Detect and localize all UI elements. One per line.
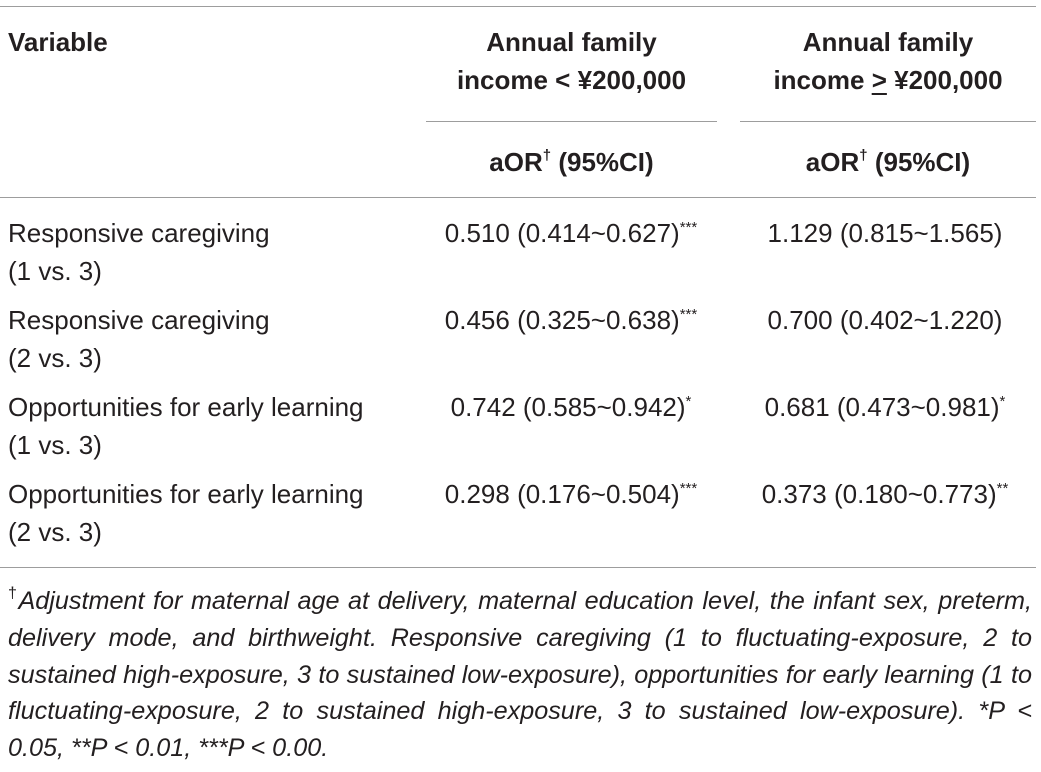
table-footnote [8, 583, 1032, 767]
row-3-col1: 0.742 (0.585~0.942)* [450, 392, 692, 422]
row-3-variable: Opportunities for early learning (1 vs. 3) [8, 392, 364, 460]
footnote-text: Adjustment for maternal age at delivery, maternal education level, the infant sex, preterm, delivery mode, and birthweight. Responsive caregiving (1 to fluctuating-exposure, 2 to sustained high-exposure, 3 to sustained low-exposure), opportunities for early learning (1 to fluctuating-exposure, 2 to sustained high-exposure, 3 to sustained low-exposure). *P < 0.05, **P < 0.01, ***P < 0.00. [8, 587, 1032, 763]
row-2-col1: 0.456 (0.325~0.638)*** [444, 305, 698, 335]
col2-header-line1: Annual family [802, 27, 974, 57]
col1-header-rule [426, 121, 717, 122]
col2-header-line2: income > ¥200,000 [773, 65, 1003, 95]
col2-header [740, 23, 1036, 99]
header-bottom-rule [0, 197, 1036, 198]
col1-header [426, 23, 717, 99]
row-2-variable: Responsive caregiving (2 vs. 3) [8, 305, 270, 373]
row-1-col2: 1.129 (0.815~1.565) [767, 218, 1003, 248]
row-4-col1: 0.298 (0.176~0.504)*** [444, 479, 698, 509]
variable-header: Variable [8, 27, 108, 57]
row-1-variable: Responsive caregiving (1 vs. 3) [8, 218, 270, 286]
col1-header-line1: Annual family [486, 27, 657, 57]
col1-header-line2: income < ¥200,000 [456, 65, 687, 95]
col2-subheader: aOR† (95%CI) [805, 147, 971, 177]
row-1-col1: 0.510 (0.414~0.627)*** [444, 218, 698, 248]
footnote-dagger: † [8, 585, 19, 602]
col1-subheader: aOR† (95%CI) [489, 147, 654, 177]
row-4-variable: Opportunities for early learning (2 vs. 3) [8, 479, 364, 547]
ge-symbol: > [871, 65, 887, 95]
row-3-col2: 0.681 (0.473~0.981)* [764, 392, 1006, 422]
table-top-rule [0, 6, 1036, 7]
row-2-col2: 0.700 (0.402~1.220) [767, 305, 1003, 335]
col2-header-rule [740, 121, 1036, 122]
row-4-col2: 0.373 (0.180~0.773)** [761, 479, 1009, 509]
table-bottom-rule [0, 567, 1036, 568]
